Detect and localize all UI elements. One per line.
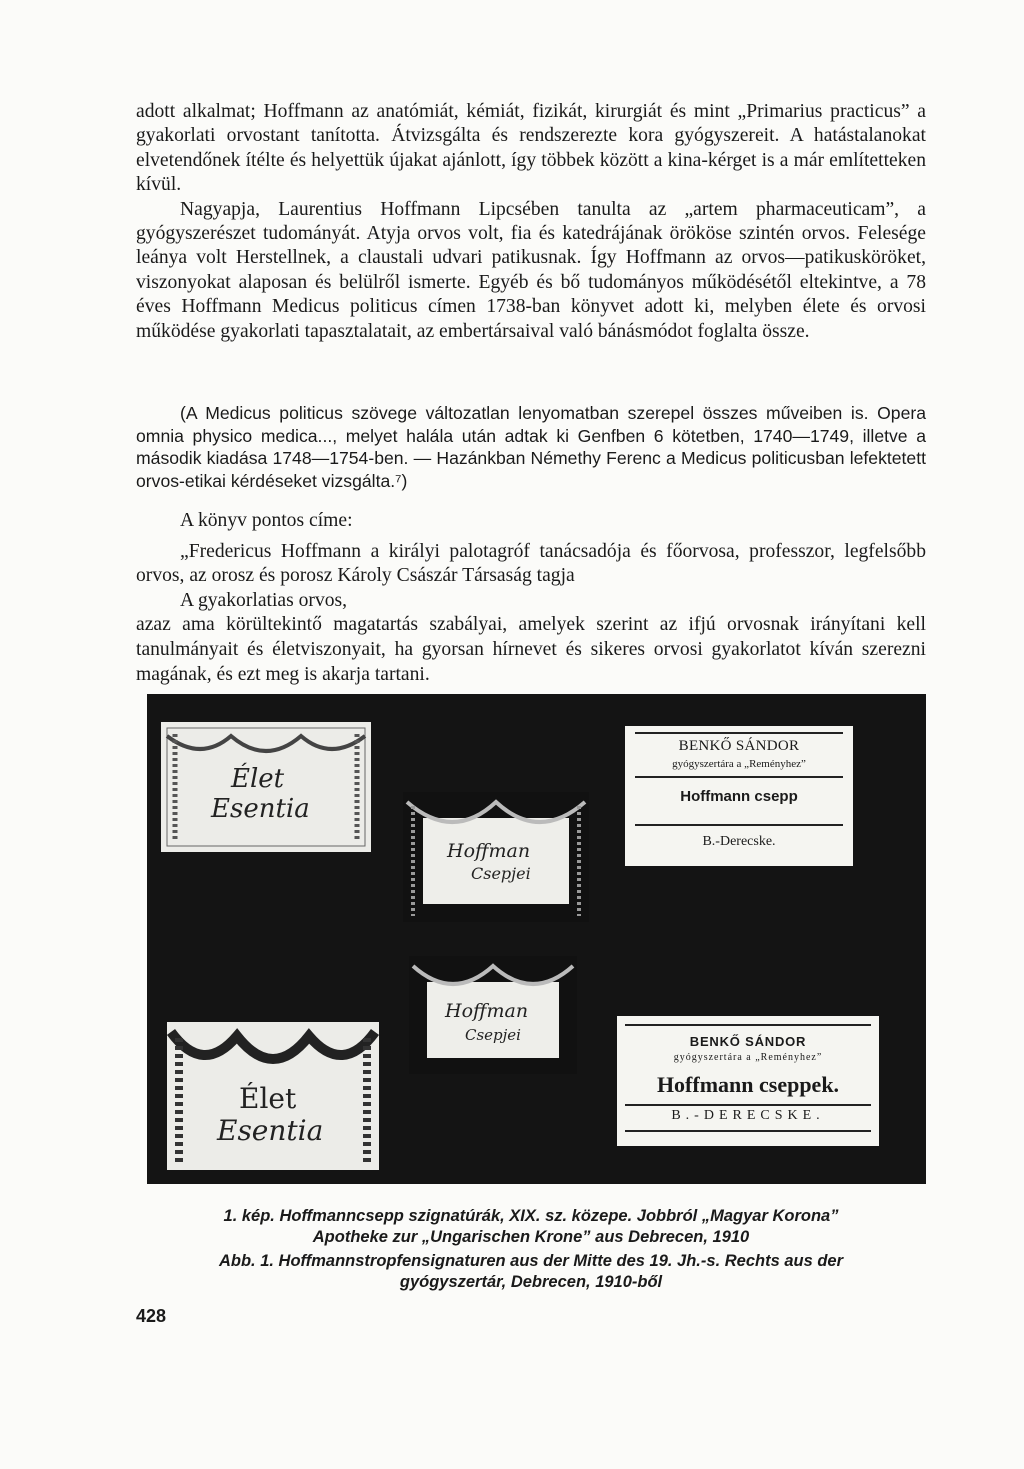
rule xyxy=(635,732,843,734)
title-lead: A könyv pontos címe: xyxy=(180,510,353,531)
title-line-3: azaz ama körültekintő magatartás szabályai, amelyek szerint az ifjú orvosnak irányítani kell tanulmányait és életviszonyait, ha gyorsan hírnevet és sikeres orvosi gyakorlatot kíván szerezni magának, és ezt meg is akarja tartani. xyxy=(136,614,926,685)
label-b-line1: Hoffman xyxy=(447,840,531,862)
caption-line-2: Apotheke zur „Ungarischen Krone” aus Debrecen, 1910 xyxy=(312,1227,750,1246)
benko2-sub: gyógyszertára a „Reményhez” xyxy=(673,1052,823,1063)
label-c-line1: Hoffman xyxy=(445,1000,529,1022)
note-paragraph xyxy=(136,402,926,492)
label-d-line1: Élet xyxy=(239,1082,297,1115)
label-b-line2: Csepjei xyxy=(471,864,531,883)
caption-line-3: Abb. 1. Hoffmannstropfensignaturen aus der Mitte des 19. Jh.-s. Rechts aus der xyxy=(218,1252,844,1270)
benko1-place: B.-Derecske. xyxy=(702,834,776,849)
book-title-block xyxy=(136,509,926,687)
benko-label-1 xyxy=(625,726,853,866)
title-line-2: A gyakorlatias orvos, xyxy=(180,589,348,611)
benko1-sub: gyógyszertára a „Reményhez” xyxy=(672,758,806,770)
signature-photo xyxy=(147,694,926,1184)
rule xyxy=(625,1024,871,1026)
body-text xyxy=(136,100,926,344)
benko2-place: B.-DERECSKE. xyxy=(671,1108,825,1123)
benko2-name: BENKŐ SÁNDOR xyxy=(689,1034,807,1049)
note-text: (A Medicus politicus szövege változatlan lenyomatban szerepel összes műveiben is. Opera omnia physico medica..., melyet halála után adtak ki Genfben 6 kötetben, 1740—1749, illetve a második kiadása 1748—1754-ben. — Hazánkban Némethy Ferenc a Medicus politicusban lefektetett orvos-etikai kérdéseket vizsgálta.⁷) xyxy=(136,403,926,491)
title-line-1: „Fredericus Hoffmann a királyi palotagróf tanácsadója és főorvosa, professzor, legfelsőbb orvos, az orosz és porosz Károly Császár Társaság tagja xyxy=(136,540,926,587)
label-c-line2: Csepjei xyxy=(465,1026,521,1044)
benko1-name: BENKŐ SÁNDOR xyxy=(678,738,800,754)
paragraph-1: adott alkalmat; Hoffmann az anatómiát, kémiát, fizikát, kirurgiát és mint „Primarius practicus” a gyakorlati orvostant tanította. Átvizsgálta és rendszerezte kora gyógyszereit. A hatástalanokat elvetendőnek ítélte és helyettük újakat ajánlott, így többek között a kina-kérget is a már említetteken kívül. xyxy=(136,101,926,196)
paragraph-2: Nagyapja, Laurentius Hoffmann Lipcsében tanulta az „artem pharmaceuticam”, a gyógyszerészet tudományát. Atyja orvos volt, fia és katedrájának örököse szintén orvos. Felesége leánya volt Herstellnek, a claustali udvari patikusnak. Így Hoffmann az orvos—patikusköröket, viszonyokat alaposan és belülről ismerte. Egyéb és bő tudományos működésétől eltekintve, a 78 éves Hoffmann Medicus politicus címen 1738-ban könyvet adott ki, melyben élete és orvosi működése gyakorlati tapasztalatait, az embertársaival való bánásmódot foglalta össze. xyxy=(136,198,926,342)
label-a-line2: Esentia xyxy=(211,794,310,824)
rule xyxy=(625,1130,871,1132)
label-d-line2: Esentia xyxy=(217,1114,324,1147)
benko1-product: Hoffmann csepp xyxy=(680,788,798,805)
caption-line-4: gyógyszertár, Debrecen, 1910-ből xyxy=(399,1272,663,1291)
label-a-line1: Élet xyxy=(231,764,285,794)
benko-label-2 xyxy=(617,1016,879,1146)
rule xyxy=(635,776,843,778)
caption-line-1: 1. kép. Hoffmanncsepp szignatúrák, XIX. sz. közepe. Jobbról „Magyar Korona” xyxy=(223,1207,839,1225)
rule xyxy=(635,824,843,826)
figure-caption xyxy=(136,1206,926,1292)
benko2-product: Hoffmann cseppek. xyxy=(656,1072,840,1097)
page-number: 428 xyxy=(136,1306,167,1326)
rule xyxy=(625,1104,871,1106)
